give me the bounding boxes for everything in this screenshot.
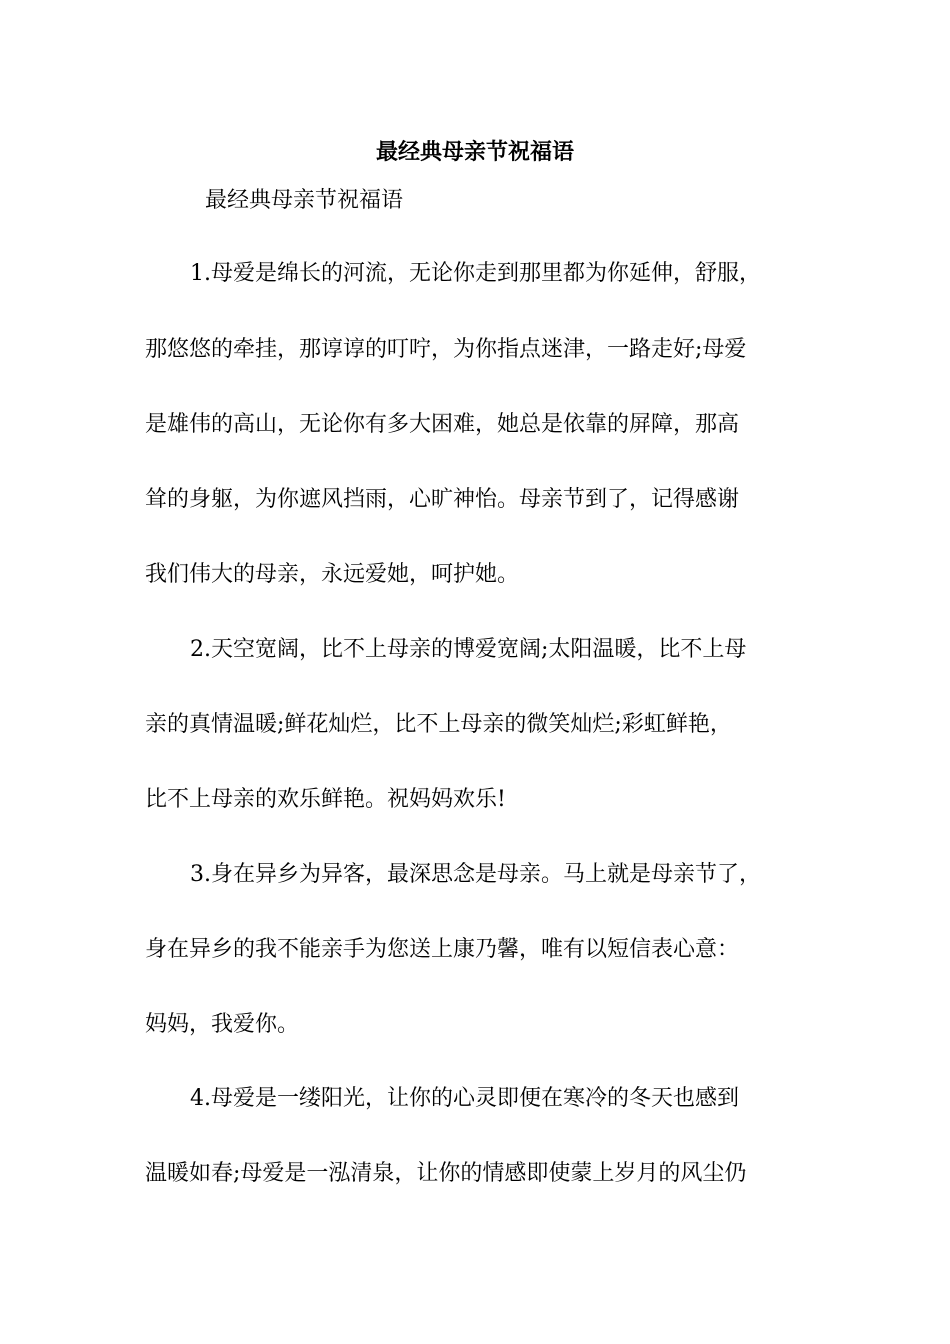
paragraph-1-line-2: 那悠悠的牵挂，那谆谆的叮咛，为你指点迷津，一路走好;母爱	[145, 337, 747, 362]
paragraph-1-line-1: 1.母爱是绵长的河流，无论你走到那里都为你延伸，舒服，	[190, 261, 761, 286]
paragraph-3-line-2: 身在异乡的我不能亲手为您送上康乃馨，唯有以短信表心意：	[145, 937, 740, 962]
document-title: 最经典母亲节祝福语	[375, 139, 574, 165]
document-subtitle: 最经典母亲节祝福语	[205, 188, 404, 213]
paragraph-1-line-5: 我们伟大的母亲，永远爱她，呵护她。	[145, 562, 520, 587]
paragraph-1-line-3: 是雄伟的高山，无论你有多大困难，她总是依靠的屏障，那高	[145, 412, 740, 437]
paragraph-2-line-1: 2.天空宽阔，比不上母亲的博爱宽阔;太阳温暖，比不上母	[190, 637, 747, 662]
paragraph-2-line-3: 比不上母亲的欢乐鲜艳。祝妈妈欢乐!	[145, 787, 506, 812]
paragraph-1-line-4: 耸的身躯，为你遮风挡雨，心旷神怡。母亲节到了，记得感谢	[145, 487, 740, 512]
paragraph-4-line-1: 4.母爱是一缕阳光，让你的心灵即便在寒冷的冬天也感到	[190, 1086, 739, 1111]
paragraph-3-line-3: 妈妈，我爱你。	[145, 1012, 300, 1037]
paragraph-2-line-2: 亲的真情温暖;鲜花灿烂，比不上母亲的微笑灿烂;彩虹鲜艳，	[145, 712, 732, 737]
paragraph-3-line-1: 3.身在异乡为异客，最深思念是母亲。马上就是母亲节了，	[190, 862, 761, 887]
paragraph-4-line-2: 温暖如春;母爱是一泓清泉，让你的情感即使蒙上岁月的风尘仍	[145, 1161, 747, 1186]
